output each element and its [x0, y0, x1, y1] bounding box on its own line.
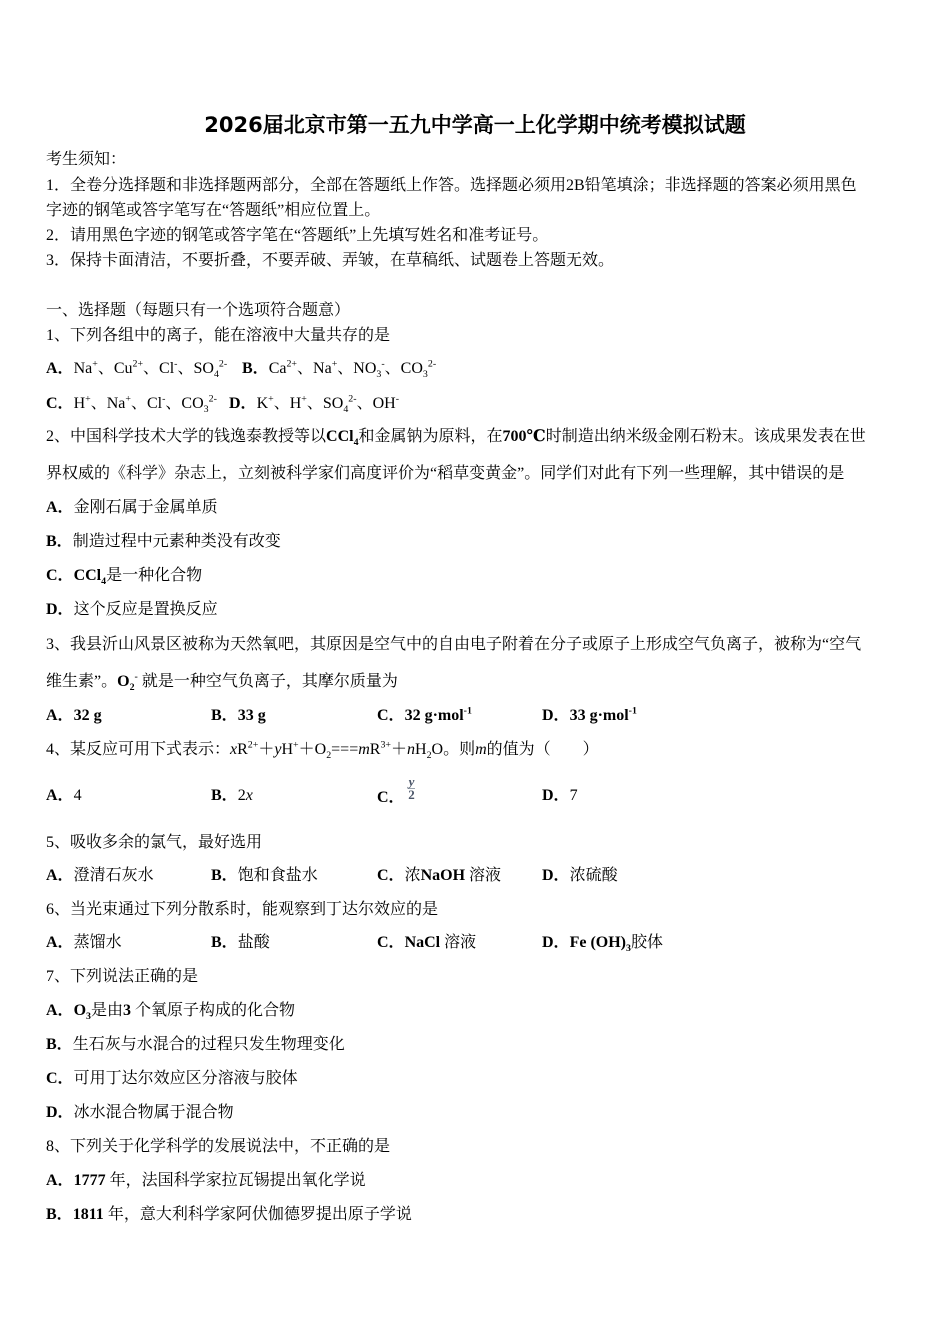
superscript: +	[268, 393, 274, 405]
text-run: 、NO	[337, 360, 377, 377]
question-1-stem: 1、下列各组中的离子，能在溶液中大量共存的是	[46, 327, 391, 344]
bold-text-run: 1777	[73, 1172, 106, 1189]
bold-text-run: O	[73, 1002, 87, 1019]
text-run: 这个反应是置换反应	[73, 601, 218, 618]
text-run: H	[73, 395, 86, 412]
superscript: 2-	[427, 358, 437, 370]
text-run: 冰水混合物属于混合物	[73, 1104, 234, 1121]
subscript: 4	[343, 404, 349, 416]
exam-title: 2026届北京市第一五九中学高一上化学期中统考模拟试题	[204, 113, 746, 137]
question-2-stem	[46, 427, 866, 447]
q3-option-d	[542, 706, 637, 726]
q8-option-a	[46, 1171, 366, 1191]
text-run: 制造过程中元素种类没有改变	[72, 533, 281, 550]
text-run: K	[256, 395, 269, 412]
bold-text-run: 3	[122, 1002, 131, 1019]
text-run: 、Na	[297, 360, 332, 377]
bold-superscript: -	[134, 671, 138, 683]
bold-text-run: D．	[542, 707, 570, 724]
q7-option-d	[46, 1103, 234, 1123]
subscript: 4	[213, 369, 219, 381]
italic-variable: m	[358, 741, 370, 758]
text-run: 溶液	[465, 867, 502, 884]
subscript: 3	[422, 369, 428, 381]
bold-subscript: 4	[353, 437, 359, 449]
bold-text-run: A．	[46, 867, 74, 884]
q2-option-b	[46, 532, 281, 552]
text-run: 年，法国科学家拉瓦锡提出氧化学说	[105, 1172, 366, 1189]
text-run: 、CO	[384, 360, 423, 377]
text-run: R	[237, 741, 248, 758]
text-run: 是由	[90, 1002, 123, 1019]
subscript: 3	[203, 404, 209, 416]
q1-option-b	[242, 359, 436, 379]
q6-option-a	[46, 933, 122, 953]
q3-option-b	[211, 706, 266, 726]
question-6-stem: 6、当光束通过下列分散系时，能观察到丁达尔效应的是	[46, 901, 439, 918]
text-run: 是一种化合物	[106, 567, 203, 584]
text-run: 维生素”。	[46, 673, 118, 690]
q5-option-c	[377, 866, 501, 886]
superscript: -	[381, 358, 385, 370]
text-run: 、Na	[90, 395, 126, 412]
q5-option-a	[46, 866, 154, 886]
italic-variable: y	[274, 741, 282, 758]
text-run: 盐酸	[237, 934, 270, 951]
bold-text-run: B．	[46, 533, 73, 550]
q5-option-d	[542, 866, 618, 886]
q2-option-c	[46, 566, 202, 586]
text-run: ＋	[391, 741, 408, 758]
options-row	[0, 706, 950, 726]
fraction-denominator: 2	[408, 787, 415, 802]
subscript: 2	[426, 750, 432, 762]
bold-text-run: 32 g	[73, 707, 102, 724]
text-run: 7	[569, 787, 578, 804]
text-run: ＋	[258, 741, 275, 758]
bold-text-run: C．	[46, 1070, 74, 1087]
q4-option-d	[542, 786, 578, 806]
text-run: R	[369, 741, 381, 758]
text-run: 、SO	[306, 395, 344, 412]
bold-text-run: C．	[377, 934, 405, 951]
bold-superscript: -1	[463, 705, 472, 717]
bold-text-run: A．	[46, 499, 74, 516]
q6-option-b	[211, 933, 270, 953]
superscript: 2+	[286, 358, 298, 370]
bold-text-run: NaCl	[404, 934, 441, 951]
section-heading: 一、选择题（每题只有一个选项符合题意）	[46, 302, 351, 319]
q2-option-a	[46, 498, 218, 518]
bold-text-run: 33 g	[237, 707, 266, 724]
superscript: 3+	[380, 739, 391, 751]
text-run: 、OH	[356, 395, 396, 412]
text-run: 饱和食盐水	[237, 867, 318, 884]
bold-subscript: 4	[101, 576, 107, 588]
text-run: 就是一种空气负离子，其摩尔质量为	[137, 673, 398, 690]
superscript: +	[92, 358, 98, 370]
bold-text-run: B．	[211, 934, 238, 951]
bold-text-run: D．	[46, 601, 74, 618]
bold-text-run: D．	[542, 867, 570, 884]
q1-option-d	[229, 394, 399, 414]
question-7-stem: 7、下列说法正确的是	[46, 968, 199, 985]
q6-option-d	[542, 933, 663, 953]
text-run: H	[281, 741, 294, 758]
text-run: 浓硫酸	[569, 867, 618, 884]
bold-text-run: B．	[46, 1206, 73, 1223]
bold-subscript: 2	[129, 682, 135, 694]
subscript: 2	[326, 750, 332, 762]
superscript: 2+	[247, 739, 259, 751]
bold-text-run: C．	[46, 567, 74, 584]
superscript: 2-	[348, 393, 357, 405]
text-run: 2	[237, 787, 246, 804]
text-run: 2、中国科学技术大学的钱逸泰教授等以	[46, 428, 327, 445]
q7-option-c	[46, 1069, 298, 1089]
text-run: 、SO	[177, 360, 214, 377]
bold-text-run: B．	[46, 1036, 73, 1053]
italic-variable: x	[245, 787, 253, 804]
fraction	[408, 776, 416, 801]
options-row	[0, 774, 950, 807]
subscript: 3	[376, 369, 382, 381]
notice-line: 2．请用黑色字迹的钢笔或答字笔在“答题纸”上先填写姓名和准考证号。	[46, 227, 549, 244]
bold-text-run: Fe (OH)	[569, 934, 626, 951]
text-run: 和金属钠为原料，在	[358, 428, 503, 445]
text-run: 、Cl	[130, 395, 163, 412]
bold-text-run: C．	[377, 707, 405, 724]
bold-text-run: 33 g·mol	[569, 707, 629, 724]
q1-option-a	[46, 359, 227, 379]
q6-option-c	[377, 933, 476, 953]
bold-text-run: 1811	[72, 1206, 104, 1223]
text-run: 时制造出纳米级金刚石粉末。该成果发表在世	[545, 428, 866, 445]
superscript: +	[331, 358, 338, 370]
bold-text-run: 32 g·mol	[404, 707, 464, 724]
text-run: 溶液	[440, 934, 477, 951]
notice-line: 字迹的钢笔或答字笔写在“答题纸”相应位置上。	[46, 202, 381, 219]
bold-text-run: A．	[46, 1172, 74, 1189]
bold-text-run: CCl	[326, 428, 354, 445]
question-3-stem-continued	[46, 672, 398, 692]
text-run: 年，意大利科学家阿伏伽德罗提出原子学说	[103, 1206, 412, 1223]
q3-option-a	[46, 706, 102, 726]
text-run: ＋O	[298, 741, 327, 758]
superscript: +	[293, 739, 299, 751]
text-run: 浓	[404, 867, 421, 884]
superscript: -	[174, 358, 178, 370]
question-2-stem-continued: 界权威的《科学》杂志上，立刻被科学家们高度评价为“稻草变黄金”。同学们对此有下列一些理解，其中错误的是	[46, 465, 845, 482]
text-run: 生石灰与水混合的过程只发生物理变化	[72, 1036, 345, 1053]
bold-text-run: C．	[46, 395, 74, 412]
bold-text-run: NaOH	[420, 867, 466, 884]
text-run: 、H	[273, 395, 302, 412]
q3-option-c	[377, 706, 472, 726]
text-run: 蒸馏水	[73, 934, 122, 951]
text-run: O。则	[431, 741, 476, 758]
options-row	[0, 933, 950, 953]
italic-variable: n	[407, 741, 416, 758]
bold-superscript: -1	[628, 705, 637, 717]
q4-option-c	[377, 774, 415, 811]
text-run: 澄清石灰水	[73, 867, 154, 884]
bold-text-run: D．	[542, 787, 570, 804]
bold-text-run: A．	[46, 934, 74, 951]
bold-text-run: A．	[46, 707, 74, 724]
bold-text-run: B．	[211, 707, 238, 724]
superscript: -	[162, 393, 166, 405]
notice-line: 1．全卷分选择题和非选择题两部分，全部在答题纸上作答。选择题必须用2B铅笔填涂；非选择题的答案必须用黑色	[46, 177, 857, 194]
superscript: -	[395, 393, 399, 405]
options-row	[0, 394, 950, 414]
options-row	[0, 359, 950, 379]
text-run: 、Cl	[143, 360, 175, 377]
q5-option-b	[211, 866, 318, 886]
bold-text-run: B．	[211, 867, 238, 884]
text-run: ===	[331, 741, 359, 758]
options-row	[0, 866, 950, 886]
question-3-stem: 3、我县沂山风景区被称为天然氧吧，其原因是空气中的自由电子附着在分子或原子上形成空气负离子，被称为“空气	[46, 636, 862, 653]
italic-variable: x	[230, 741, 238, 758]
bold-text-run: CCl	[73, 567, 102, 584]
bold-text-run: B．	[242, 360, 269, 377]
superscript: 2-	[208, 393, 217, 405]
bold-text-run: D．	[229, 395, 257, 412]
question-8-stem: 8、下列关于化学科学的发展说法中，不正确的是	[46, 1138, 391, 1155]
bold-text-run: B．	[211, 787, 238, 804]
superscript: 2+	[132, 358, 144, 370]
q1-option-c	[46, 394, 217, 414]
text-run: 的值为（ ）	[486, 741, 599, 758]
question-5-stem: 5、吸收多余的氯气，最好选用	[46, 834, 263, 851]
option-label: C．	[377, 789, 405, 807]
q4-option-a	[46, 786, 82, 806]
text-run: 、Cu	[97, 360, 133, 377]
bold-text-run: A．	[46, 360, 74, 377]
text-run: H	[415, 741, 427, 758]
notice-line: 3．保持卡面清洁，不要折叠，不要弄破、弄皱，在草稿纸、试题卷上答题无效。	[46, 252, 615, 269]
bold-text-run: A．	[46, 1002, 74, 1019]
bold-subscript: 3	[625, 943, 631, 955]
text-run: Ca	[268, 360, 287, 377]
notice-heading: 考生须知：	[46, 151, 127, 168]
q2-option-d	[46, 600, 218, 620]
q4-option-b	[211, 786, 253, 806]
text-run: Na	[73, 360, 93, 377]
bold-text-run: O	[117, 673, 130, 690]
question-4-stem	[46, 740, 599, 760]
text-run: 金刚石属于金属单质	[73, 499, 218, 516]
superscript: +	[85, 393, 91, 405]
fraction-numerator: y	[408, 774, 415, 789]
bold-subscript: 3	[86, 1011, 91, 1023]
bold-text-run: 700℃	[502, 428, 546, 445]
q8-option-b	[46, 1205, 412, 1225]
text-run: 可用丁达尔效应区分溶液与胶体	[73, 1070, 298, 1087]
superscript: 2-	[218, 358, 228, 370]
q7-option-b	[46, 1035, 345, 1055]
bold-text-run: D．	[46, 1104, 74, 1121]
text-run: 4、某反应可用下式表示：	[46, 741, 231, 758]
text-run: 胶体	[630, 934, 663, 951]
italic-variable: m	[475, 741, 487, 758]
bold-text-run: D．	[542, 934, 570, 951]
text-run: 、CO	[165, 395, 204, 412]
text-run: 个氧原子构成的化合物	[130, 1002, 295, 1019]
superscript: +	[301, 393, 307, 405]
text-run: 4	[73, 787, 82, 804]
bold-text-run: C．	[377, 867, 405, 884]
q7-option-a	[46, 1001, 295, 1021]
bold-text-run: A．	[46, 787, 74, 804]
superscript: +	[125, 393, 131, 405]
